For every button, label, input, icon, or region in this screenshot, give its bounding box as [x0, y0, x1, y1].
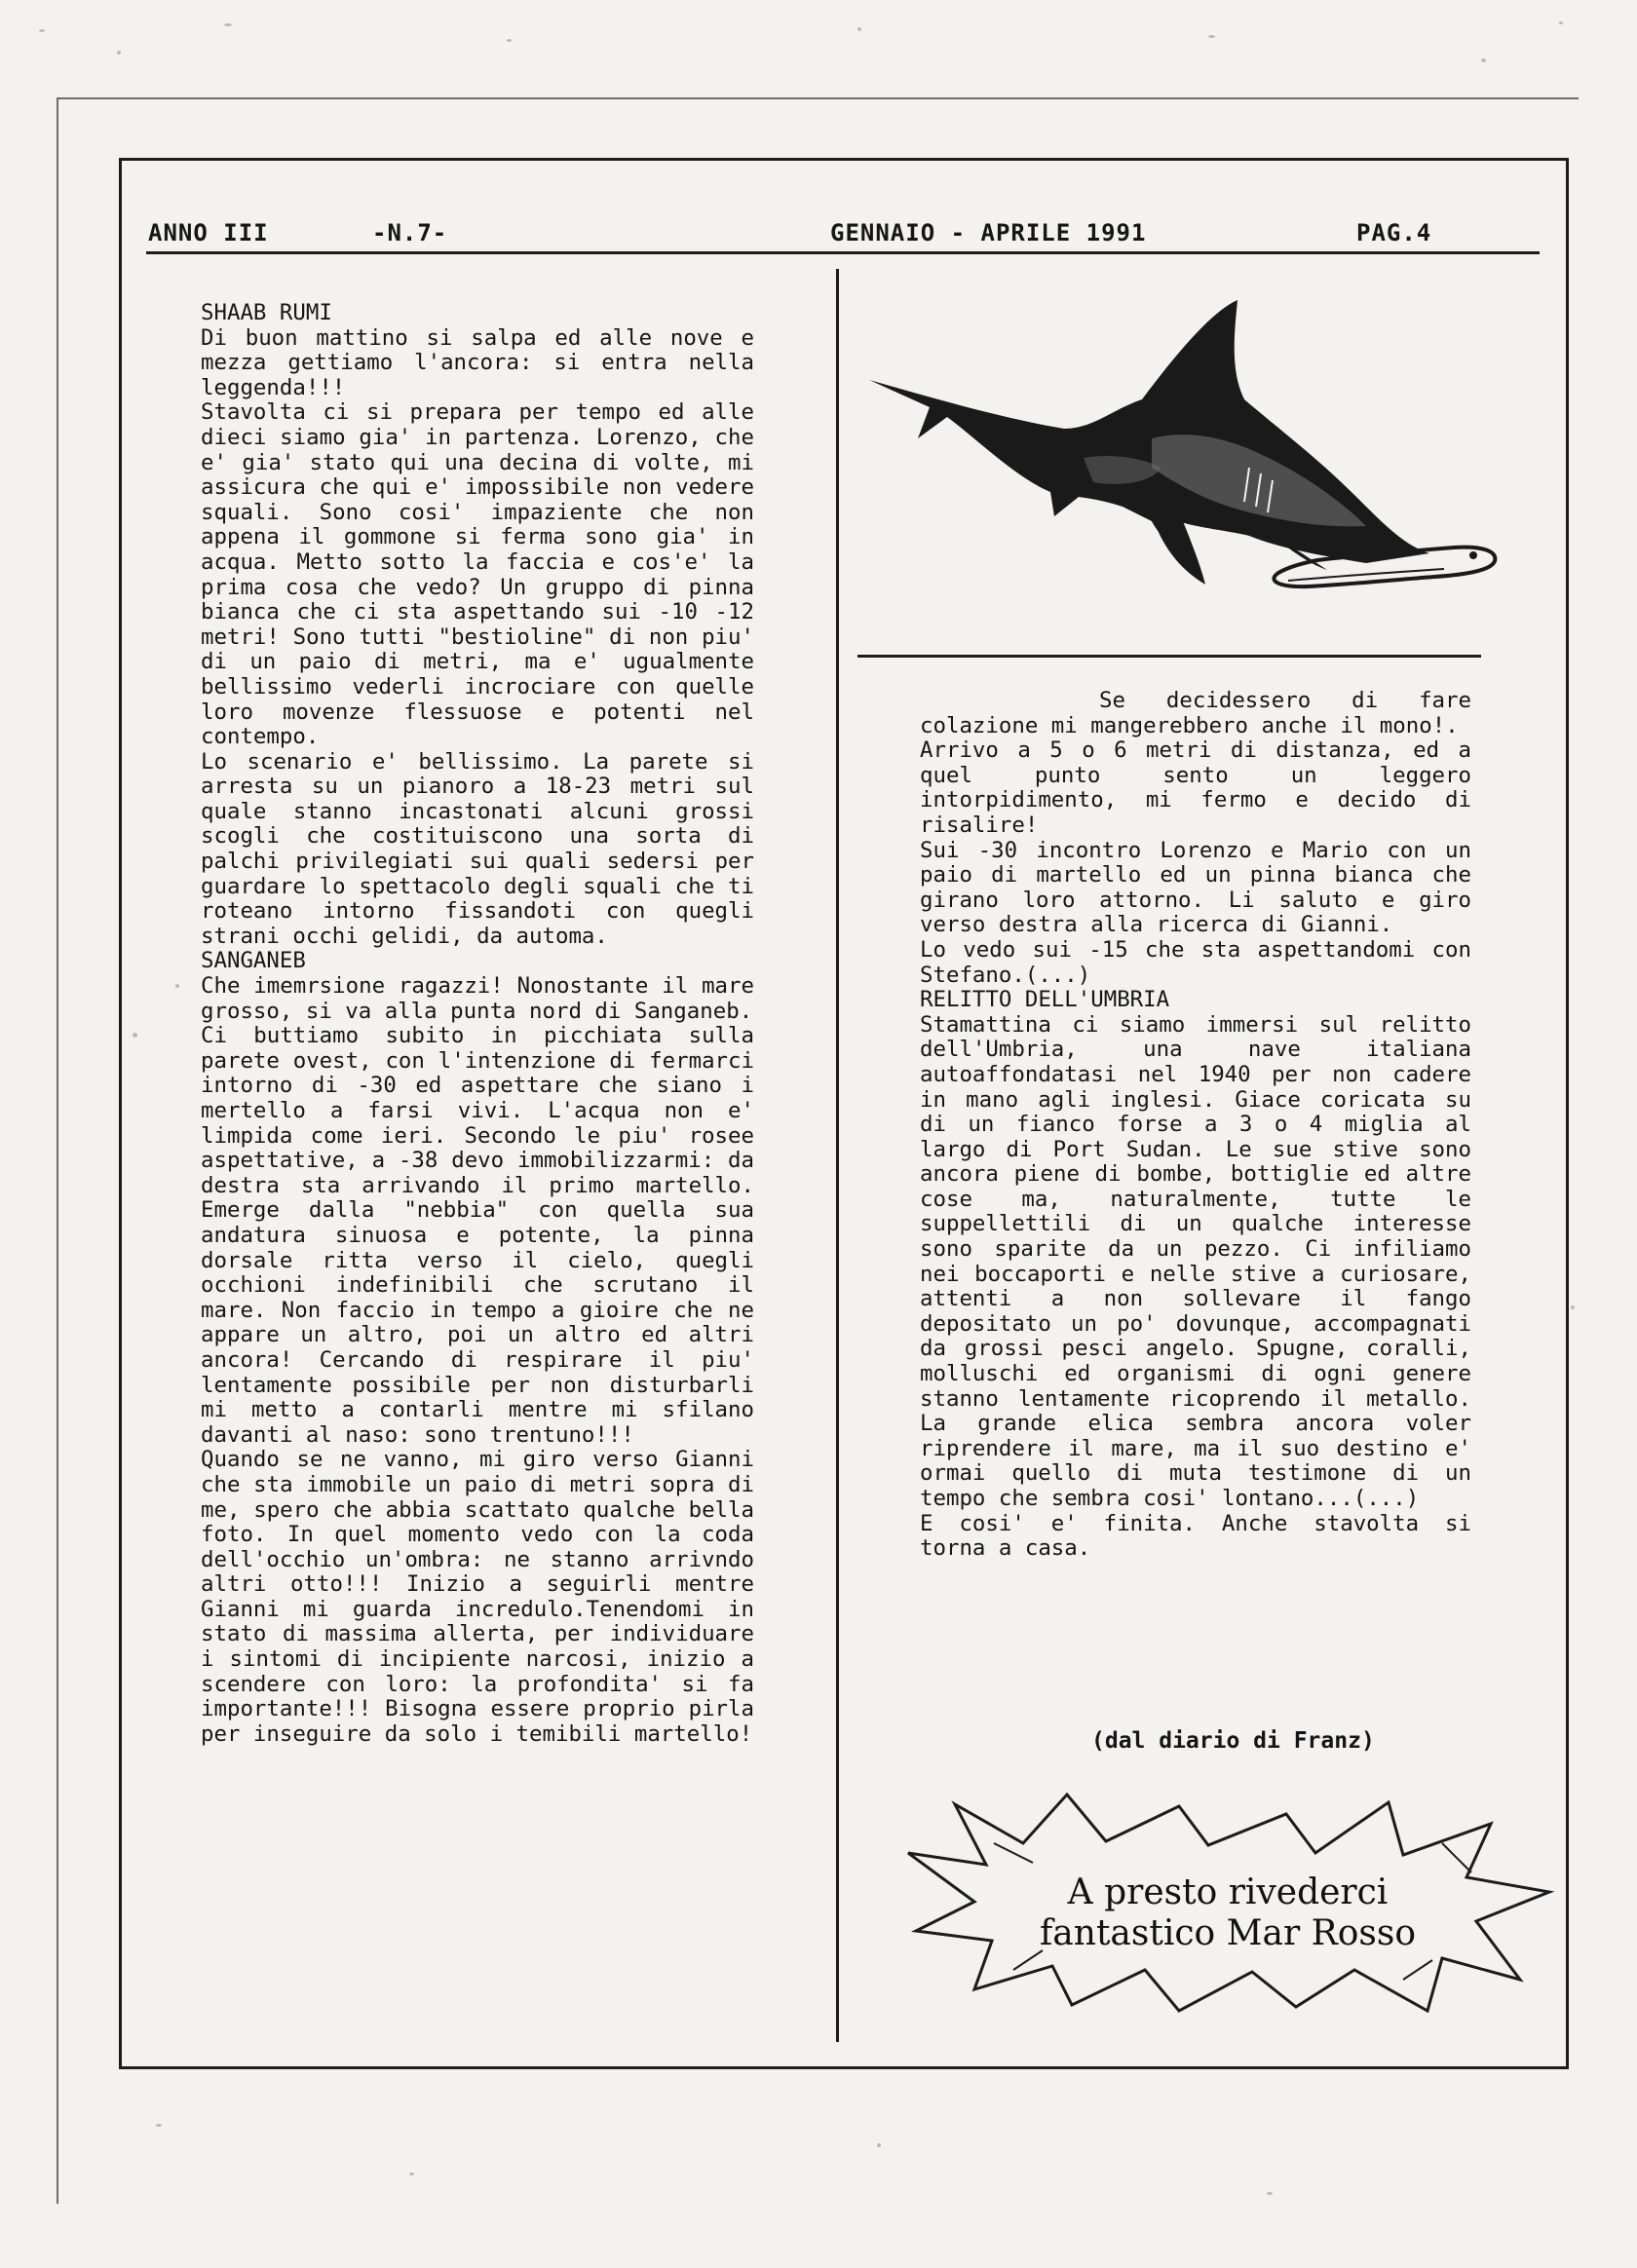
paragraph: Lo scenario e' bellissimo. La parete si arresta su un pianoro a 18-23 metri sul quale stanno incastonati alcuni grossi scogli che costituiscono una sorta di palchi privilegiati sui quali sedersi per guardare lo spettacolo degli squali che ti roteano intorno fissandoti con quegli strani occhi gelidi, da automa.: [201, 748, 754, 949]
section-title-shaab-rumi: SHAAB RUMI: [201, 300, 332, 325]
section-title-relitto: RELITTO DELL'UMBRIA: [920, 987, 1170, 1013]
illustration-rule: [857, 655, 1481, 658]
paragraph: Arrivo a 5 o 6 metri di distanza, ed a quel punto sento un leggero intorpidimento, mi fermo e decido di risalire!: [920, 737, 1471, 838]
column-divider: [836, 269, 839, 2042]
hammerhead-shark-icon: [859, 292, 1522, 614]
paragraph: Stavolta ci si prepara per tempo ed alle dieci siamo gia' in partenza. Lorenzo, che e' gia' stato qui una decina di volte, mi assicura che qui e' impossibile non vedere squali. Sono cosi' impaziente che non appena il gommone si ferma sono gia' in acqua. Metto sotto la faccia e cos'e' la prima cosa che vedo? Un gruppo di pinna bianca che ci sta aspettando sui -10 -12 metri! Sono tutti "bestioline" di non piu' di un paio di metri, ma e' ugualmente bellissimo vederli incrociare con quelle loro movenze flessuose e potenti nel contempo.: [201, 399, 754, 750]
header-year: ANNO III: [148, 219, 269, 246]
banner-line-2: fantastico Mar Rosso: [1039, 1913, 1416, 1953]
paragraph: Quando se ne vanno, mi giro verso Gianni che sta immobile un paio di metri sopra di me, spero che abbia scattato qualche bella foto. In quel momento vedo con la coda dell'occhio un'ombra: ne stanno arrivndo altri otto!!! Inizio a seguirli mentre Gianni mi guarda incredulo.Tenendomi in stato di massima allerta, per individuare i sintomi di incipiente narcosi, inizio a scendere con loro: la profondita' si fa importante!!! Bisogna essere proprio pirla per inseguire da solo i temibili martello!: [201, 1447, 754, 1747]
header-issue: -N.7-: [372, 219, 448, 246]
paragraph: Stamattina ci siamo immersi sul relitto dell'Umbria, una nave italiana autoaffondatasi nel 1940 per non cadere in mano agli inglesi. Giace coricata su di un fianco forse a 3 o 4 miglia al largo di Port Sudan. Le sue stive sono ancora piene di bombe, bottiglie ed altre cose ma, naturalmente, tutte le suppellettili di un qualche interesse sono sparite da un pezzo. Ci infiliamo nei boccaporti e nelle stive a curiosare, attenti a non sollevare il fango depositato un po' dovunque, accompagnati da grossi pesci angelo. Spugne, coralli, molluschi ed organismi di ogni genere stanno lentamente ricoprendo il metallo. La grande elica sembra ancora voler riprendere il mare, ma il suo destino e' ormai quello di muta testimone di un tempo che sembra cosi' lontano...(...): [920, 1011, 1471, 1511]
paragraph: Ci buttiamo subito in picchiata sulla parete ovest, con l'intenzione di fermarci intorno di -30 ed aspettare che siano i mertello a farsi vivi. L'acqua non e' limpida come ieri. Secondo le piu' rosee aspettative, a -38 devo immobilizzarmi: da destra sta arrivando il primo martello. Emerge dalla "nebbia" con quella sua andatura sinuosa e potente, la pinna dorsale ritta verso il cielo, quegli occhioni indefinibili che scrutano il mare. Non faccio in tempo a gioire che ne appare un altro, poi un altro ed altri ancora! Cercando di respirare il piu' lentamente possibile per non disturbarli mi metto a contarli mentre mi sfilano davanti al naso: sono trentuno!!!: [201, 1023, 754, 1448]
header-page: PAG.4: [1356, 219, 1432, 246]
left-column: [201, 301, 754, 1747]
banner-line-1: A presto rivederci: [1067, 1872, 1389, 1912]
paragraph: Di buon mattino si salpa ed alle nove e mezza gettiamo l'ancora: si entra nella leggenda!!!: [201, 324, 754, 400]
paragraph: E cosi' e' finita. Anche stavolta si torna a casa.: [920, 1510, 1471, 1562]
right-column: [920, 689, 1471, 1562]
paragraph: Sui -30 incontro Lorenzo e Mario con un paio di martello ed un pinna bianca che girano loro attorno. Li saluto e giro verso destra alla ricerca di Gianni.: [920, 837, 1471, 938]
signature: (dal diario di Franz): [1091, 1728, 1375, 1754]
header-period: GENNAIO - APRILE 1991: [830, 219, 1147, 246]
header-rule: [146, 251, 1540, 254]
paragraph: Lo vedo sui -15 che sta aspettandomi con Stefano.(...): [920, 936, 1471, 988]
paragraph: Che imemrsione ragazzi! Nonostante il mare grosso, si va alla punta nord di Sanganeb.: [201, 973, 754, 1024]
section-title-sanganeb: SANGANEB: [201, 948, 306, 974]
paragraph: Se decidessero di fare colazione mi mangerebbero anche il mono!.: [920, 688, 1471, 738]
